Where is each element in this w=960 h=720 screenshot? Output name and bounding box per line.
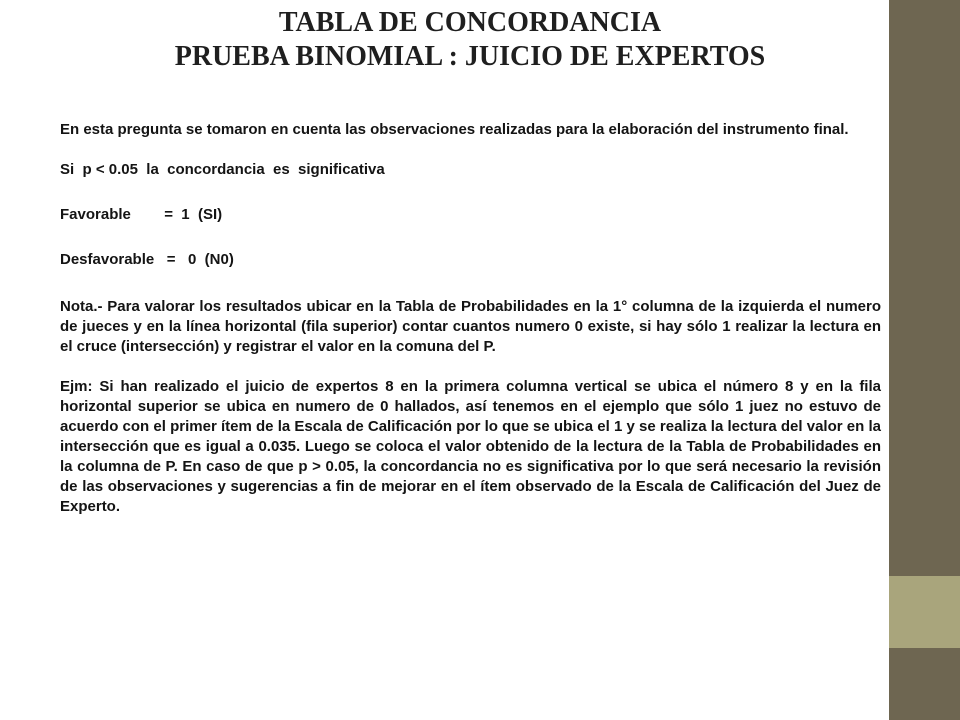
note-paragraph: Nota.- Para valorar los resultados ubicar en la Tabla de Probabilidades en la 1° columna de la izquierda el numero de jueces y en la línea horizontal (fila superior) contar cuantos numero 0 existe, si hay sólo 1 realizar la lectura en el cruce (intersección) y registrar el valor en la comuna del P. xyxy=(60,298,881,355)
example-paragraph: Ejm: Si han realizado el juicio de expertos 8 en la primera columna vertical se ubica el número 8 y en la fila horizontal superior se ubica en numero de 0 hallados, así tenemos en el ejemplo que sólo 1 juez no estuvo de acuerdo con el primer ítem de la Escala de Calificación por lo que se ubica el 1 y se realiza la lectura del valor en la intersección que es igual a 0.035. Luego se coloca el valor obtenido de la lectura de la Tabla de Probabilidades en la columna de P. En caso de que p > 0.05, la concordancia no es significativa por lo que será necesario la revisión de las observaciones y sugerencias a fin de mejorar en el ítem observado de la Escala de Calificación del Juez de Experto. xyxy=(60,378,881,515)
favorable-definition: Favorable = 1 (SI) xyxy=(60,206,223,223)
sidebar-decoration-bottom xyxy=(889,648,960,720)
significance-rule: Si p < 0.05 la concordancia es significativa xyxy=(60,161,385,178)
intro-paragraph: En esta pregunta se tomaron en cuenta las observaciones realizadas para la elaboración del instrumento final. xyxy=(60,121,849,138)
sidebar-decoration-accent xyxy=(889,576,960,648)
title-line-2: PRUEBA BINOMIAL : JUICIO DE EXPERTOS xyxy=(174,41,766,72)
sidebar-decoration-top xyxy=(889,0,960,576)
slide-body xyxy=(60,120,881,537)
slide-title xyxy=(60,6,880,74)
unfavorable-definition: Desfavorable = 0 (N0) xyxy=(60,251,234,268)
title-line-1: TABLA DE CONCORDANCIA xyxy=(278,7,662,38)
